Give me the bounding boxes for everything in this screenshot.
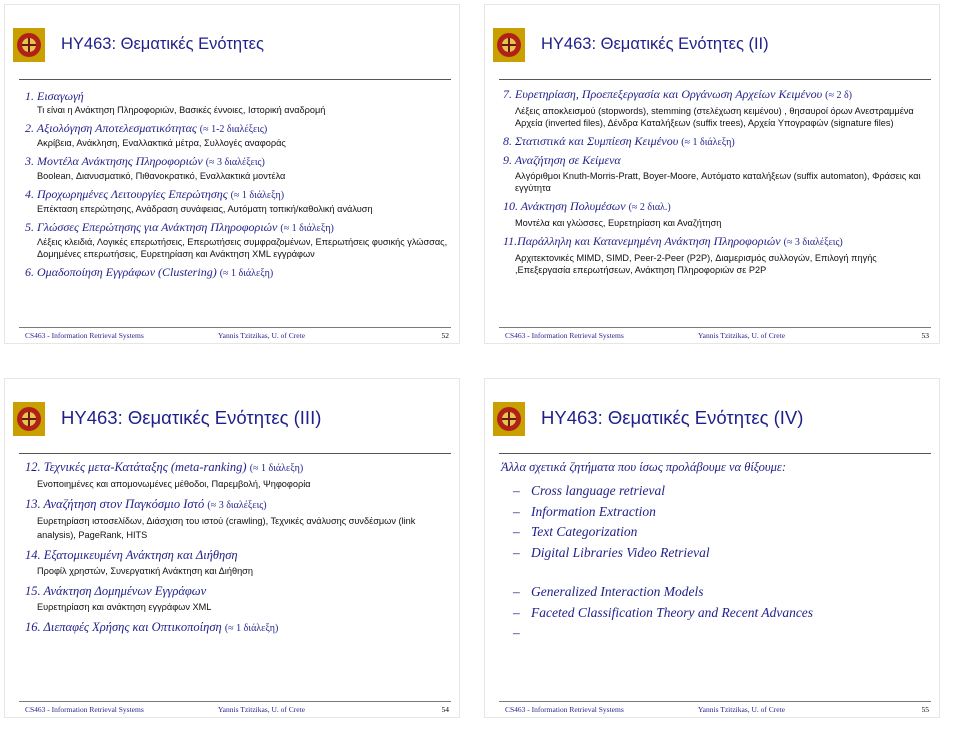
page-number: 54	[441, 705, 449, 714]
topic-heading: 1. Εισαγωγή	[25, 89, 84, 103]
topic-list	[503, 87, 929, 281]
topic-details: Ακρίβεια, Ανάκληση, Εναλλακτικά μέτρα, Συλλογές αναφοράς	[37, 138, 286, 148]
university-seal-icon	[492, 401, 526, 437]
footer-course: CS463 - Information Retrieval Systems	[505, 705, 624, 714]
topic-heading: 11.Παράλληλη και Κατανεμημένη Ανάκτηση Πληροφοριών (≈ 3 διαλέξεις)	[503, 234, 843, 248]
slide-52	[4, 4, 460, 344]
topic-heading: 6. Ομαδοποίηση Εγγράφων (Clustering) (≈ 1 διάλεξη)	[25, 265, 274, 279]
topic-heading: 13. Αναζήτηση στον Παγκόσμιο Ιστό (≈ 3 διαλέξεις)	[25, 497, 267, 511]
topic-details: Λέξεις κλειδιά, Λογικές επερωτήσεις, Επερωτήσεις συμφραζομένων, Επερωτήσεις φυσικής γλώσσας, Δομημένες επερωτήσεις, Ευρετηρίαση και Ανάκτηση XML εγγράφων	[37, 237, 448, 259]
topic-details: Αλγόριθμοι Knuth-Morris-Pratt, Boyer-Moore, Αυτόματο καταλήξεων (suffix automaton), Φράσεις και εγγύτητα	[515, 171, 921, 193]
footer-course: CS463 - Information Retrieval Systems	[25, 331, 144, 340]
dash-bullet-icon: –	[513, 604, 520, 620]
topic-heading: 2. Αξιολόγηση Αποτελεσματικότητας (≈ 1-2 διαλέξεις)	[25, 121, 268, 135]
title-divider	[499, 79, 931, 80]
list-item: – Cross language retrieval	[501, 481, 929, 502]
topic-details: Επέκταση επερώτησης, Ανάδραση συνάφειας, Αυτόματη τοπική/καθολική ανάλυση	[37, 204, 373, 214]
topic-heading: 10. Ανάκτηση Πολυμέσων (≈ 2 διαλ.)	[503, 199, 671, 213]
topic-heading: 14. Εξατομικευμένη Ανάκτηση και Διήθηση	[25, 548, 238, 562]
dash-bullet-icon: –	[513, 584, 520, 599]
university-seal-icon	[12, 27, 46, 63]
topic-heading: 12. Τεχνικές μετα-Κατάταξης (meta-ranking) (≈ 1 διάλεξη)	[25, 460, 304, 474]
topic-list	[501, 459, 929, 640]
slide-54	[4, 378, 460, 718]
footer-author: Yannis Tzitzikas, U. of Crete	[698, 705, 786, 714]
dash-bullet-icon: –	[513, 503, 520, 519]
list-item: – Digital Libraries Video Retrieval	[501, 543, 929, 564]
topic-heading: 16. Διεπαφές Χρήσης και Οπτικοποίηση (≈ 1 διάλεξη)	[25, 620, 279, 634]
slide-title: HY463: Θεματικές Ενότητες (IV)	[541, 407, 804, 428]
footer-divider	[499, 701, 931, 702]
footer-author: Yannis Tzitzikas, U. of Crete	[218, 705, 306, 714]
topic-heading: 7. Ευρετηρίαση, Προεπεξεργασία και Οργάνωση Αρχείων Κειμένου (≈ 2 δ)	[503, 87, 852, 101]
footer-course: CS463 - Information Retrieval Systems	[25, 705, 144, 714]
topic-list	[25, 459, 449, 637]
page-number: 53	[921, 331, 929, 340]
topic-details: Αρχιτεκτονικές MIMD, SIMD, Peer-2-Peer (P2P), Διαμερισμός συλλογών, Επιλογή πηγής ,Επεξεργασία επερωτήσεων, Ανάκτηση Πληροφοριών σε P2P	[515, 253, 877, 275]
topic-details: Λέξεις αποκλεισμού (stopwords), stemming (στελέχωση κειμένου) , θησαυροί όρων Ανεστραμμένα Αρχεία (inverted files), Δένδρα Καταλήξεων (suffix trees), Αρχεία Υπογραφών (signature files)	[515, 106, 914, 128]
topic-details: Ευρετηρίαση ιστοσελίδων, Διάσχιση του ιστού (crawling), Τεχνικές ανάλυσης συνδέσμων (link analysis), PageRank, HITS	[37, 516, 416, 540]
topic-heading: 8. Στατιστικά και Συμπίεση Κειμένου (≈ 1 διάλεξη)	[503, 134, 735, 148]
footer-divider	[499, 327, 931, 328]
topic-details: Μοντέλα και γλώσσες, Ευρετηρίαση και Αναζήτηση	[515, 218, 722, 228]
topic-heading: 5. Γλώσσες Επερώτησης για Ανάκτηση Πληροφοριών (≈ 1 διάλεξη)	[25, 220, 334, 234]
footer-author: Yannis Tzitzikas, U. of Crete	[698, 331, 786, 340]
slide-title: HY463: Θεματικές Ενότητες (III)	[61, 407, 322, 428]
page-number: 52	[441, 331, 449, 340]
slide-footer	[25, 705, 449, 717]
slide-footer	[25, 331, 449, 343]
title-divider	[19, 453, 451, 454]
topic-list	[25, 89, 449, 281]
dash-bullet-icon: –	[513, 483, 520, 498]
topic-details: Boolean, Διανυσματικό, Πιθανοκρατικό, Εναλλακτικά μοντέλα	[37, 171, 286, 181]
topic-details: Τι είναι η Ανάκτηση Πληροφοριών, Βασικές έννοιες, Ιστορική αναδρομή	[37, 105, 326, 115]
slide-53	[484, 4, 940, 344]
list-item: – Text Categorization	[501, 522, 929, 543]
topic-details: Ευρετηρίαση και ανάκτηση εγγράφων XML	[37, 602, 212, 612]
university-seal-icon	[12, 401, 46, 437]
footer-author: Yannis Tzitzikas, U. of Crete	[218, 331, 306, 340]
topic-details: Προφίλ χρηστών, Συνεργατική Ανάκτηση και Διήθηση	[37, 566, 253, 576]
dash-bullet-icon: –	[513, 544, 520, 560]
dash-bullet-icon: –	[513, 625, 520, 640]
title-divider	[19, 79, 451, 80]
topic-heading: 15. Ανάκτηση Δομημένων Εγγράφων	[25, 584, 207, 598]
list-item: – Faceted Classification Theory and Recent Advances	[501, 603, 929, 624]
slide-55	[484, 378, 940, 718]
topic-heading: 9. Αναζήτηση σε Κείμενα	[503, 153, 621, 167]
slide-footer	[505, 705, 929, 717]
spacer	[501, 563, 929, 582]
slide-title: HY463: Θεματικές Ενότητες (II)	[541, 35, 769, 53]
list-item: – Generalized Interaction Models	[501, 582, 929, 603]
topic-heading: 4. Προχωρημένες Λειτουργίες Επερώτησης (≈ 1 διάλεξη)	[25, 187, 285, 201]
slide-title: HY463: Θεματικές Ενότητες	[61, 35, 264, 53]
list-item: – Information Extraction	[501, 502, 929, 523]
intro-text: Άλλα σχετικά ζητήματα που ίσως προλάβουμε να θίξουμε:	[501, 460, 786, 474]
university-seal-icon	[492, 27, 526, 63]
topic-details: Ενοποιημένες και απομονωμένες μέθοδοι, Παρεμβολή, Ψηφοφορία	[37, 479, 311, 489]
slide-footer	[505, 331, 929, 343]
dash-bullet-icon: –	[513, 524, 520, 539]
page-number: 55	[921, 705, 929, 714]
footer-course: CS463 - Information Retrieval Systems	[505, 331, 624, 340]
topic-heading: 3. Μοντέλα Ανάκτησης Πληροφοριών (≈ 3 διαλέξεις)	[25, 154, 265, 168]
footer-divider	[19, 701, 451, 702]
title-divider	[499, 453, 931, 454]
footer-divider	[19, 327, 451, 328]
